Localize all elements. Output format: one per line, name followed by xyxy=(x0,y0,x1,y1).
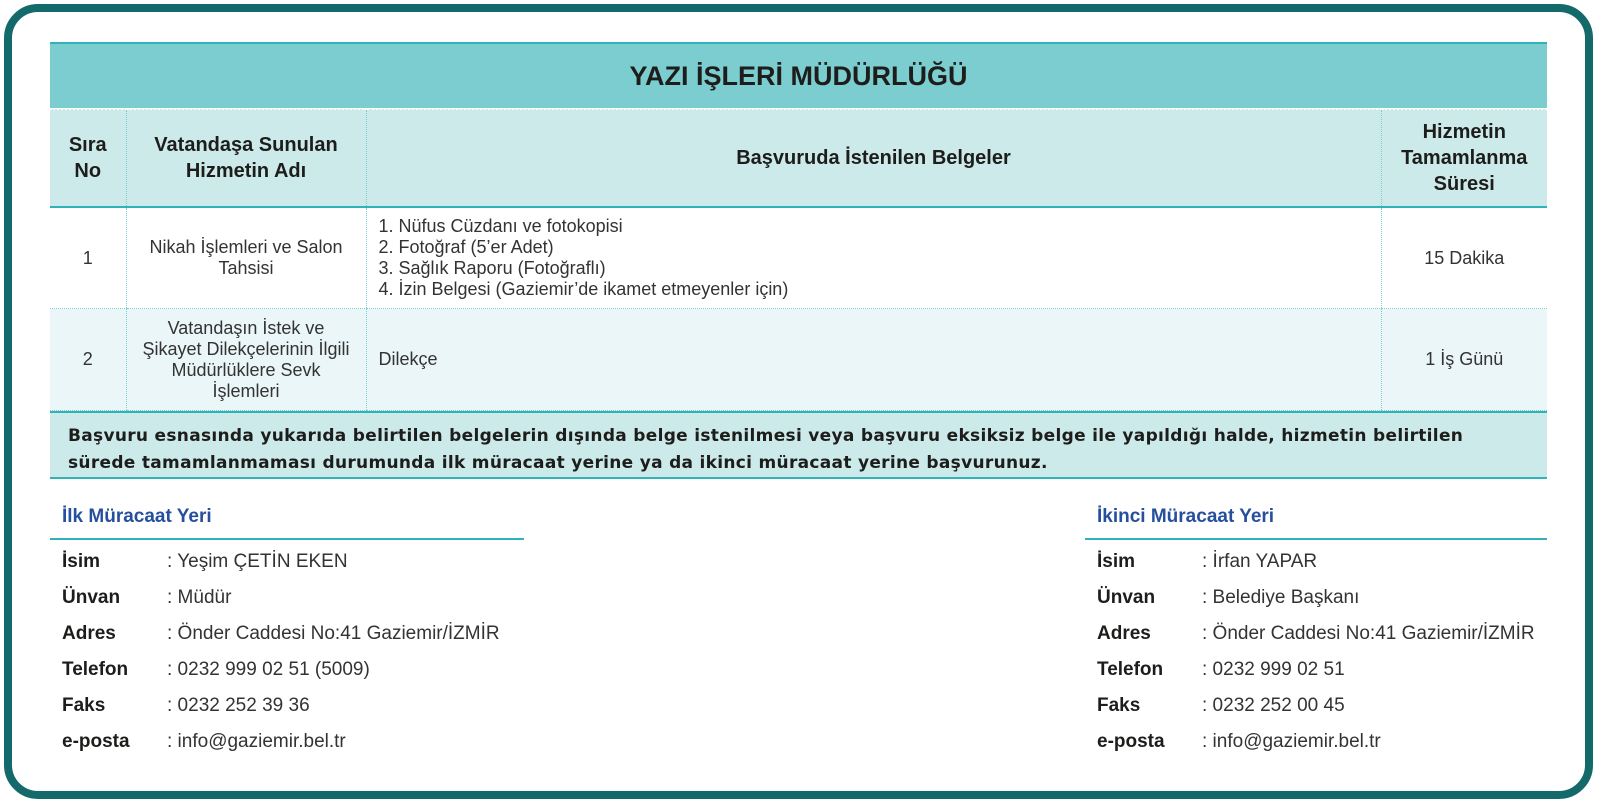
contact-row-title xyxy=(62,580,512,616)
header-sure: Hizmetin Tamamlanma Süresi xyxy=(1381,109,1547,207)
completion-time: 1 İş Günü xyxy=(1381,309,1547,411)
field-label: İsim xyxy=(62,551,101,572)
table-header-row xyxy=(50,109,1547,207)
required-documents xyxy=(366,309,1381,411)
document-item: Dilekçe xyxy=(378,349,438,369)
field-value: : 0232 999 02 51 xyxy=(1202,659,1345,680)
second-contact-heading: İkinci Müracaat Yeri xyxy=(1085,506,1547,540)
row-number: 1 xyxy=(50,207,126,309)
document-item: 1. Nüfus Cüzdanı ve fotokopisi xyxy=(378,216,623,236)
contact-row-email xyxy=(62,724,512,760)
field-label: Ünvan xyxy=(1097,587,1156,608)
second-contact-panel xyxy=(1097,506,1547,760)
contact-row-phone xyxy=(1097,652,1547,688)
completion-time: 15 Dakika xyxy=(1381,207,1547,309)
service-table-section xyxy=(50,42,1547,479)
field-value: : Önder Caddesi No:41 Gaziemir/İZMİR xyxy=(167,623,500,644)
header-belgeler: Başvuruda İstenilen Belgeler xyxy=(366,109,1381,207)
field-value: : İrfan YAPAR xyxy=(1202,551,1318,572)
service-table xyxy=(50,108,1547,411)
table-row xyxy=(50,309,1547,411)
field-label: e-posta xyxy=(62,731,130,752)
document-item: 4. İzin Belgesi (Gaziemir’de ikamet etmeyenler için) xyxy=(378,279,789,299)
page-title: YAZI İŞLERİ MÜDÜRLÜĞÜ xyxy=(50,42,1547,108)
field-label: Telefon xyxy=(62,659,129,680)
field-label: Faks xyxy=(1097,695,1141,716)
contact-row-fax xyxy=(1097,688,1547,724)
contact-row-address xyxy=(62,616,512,652)
contact-row-name xyxy=(62,544,512,580)
notice-text: Başvuru esnasında yukarıda belirtilen belgelerin dışında belge istenilmesi veya başvuru eksiksiz belge ile yapıldığı halde, hizmetin belirtilen sürede tamamlanmaması durumunda ilk müracaat yerine ya da ikinci müracaat yerine başvurunuz. xyxy=(50,411,1547,479)
table-row xyxy=(50,207,1547,309)
contact-row-fax xyxy=(62,688,512,724)
field-label: e-posta xyxy=(1097,731,1165,752)
field-label: Adres xyxy=(62,623,116,644)
required-documents xyxy=(366,207,1381,309)
field-value: : Müdür xyxy=(167,587,232,608)
field-value: : 0232 252 39 36 xyxy=(167,695,310,716)
service-name: Nikah İşlemleri ve Salon Tahsisi xyxy=(126,207,366,309)
document-item: 2. Fotoğraf (5’er Adet) xyxy=(378,237,554,257)
header-hizmet-adi: Vatandaşa Sunulan Hizmetin Adı xyxy=(126,109,366,207)
contact-row-address xyxy=(1097,616,1547,652)
field-value: : 0232 252 00 45 xyxy=(1202,695,1345,716)
contact-row-name xyxy=(1097,544,1547,580)
field-label: İsim xyxy=(1097,551,1136,572)
contact-row-title xyxy=(1097,580,1547,616)
contact-row-email xyxy=(1097,724,1547,760)
field-value: : Önder Caddesi No:41 Gaziemir/İZMİR xyxy=(1202,623,1535,644)
email-link[interactable]: : info@gaziemir.bel.tr xyxy=(1202,731,1381,752)
field-label: Telefon xyxy=(1097,659,1164,680)
first-contact-heading: İlk Müracaat Yeri xyxy=(50,506,524,540)
field-label: Faks xyxy=(62,695,106,716)
field-value: : Yeşim ÇETİN EKEN xyxy=(167,551,348,572)
first-contact-panel xyxy=(62,506,512,760)
field-label: Ünvan xyxy=(62,587,121,608)
field-label: Adres xyxy=(1097,623,1151,644)
contact-row-phone xyxy=(62,652,512,688)
service-name: Vatandaşın İstek ve Şikayet Dilekçelerinin İlgili Müdürlüklere Sevk İşlemleri xyxy=(126,309,366,411)
field-value: : Belediye Başkanı xyxy=(1202,587,1360,608)
email-link[interactable]: : info@gaziemir.bel.tr xyxy=(167,731,346,752)
header-sira-no: Sıra No xyxy=(50,109,126,207)
row-number: 2 xyxy=(50,309,126,411)
field-value: : 0232 999 02 51 (5009) xyxy=(167,659,370,680)
document-item: 3. Sağlık Raporu (Fotoğraflı) xyxy=(378,258,606,278)
